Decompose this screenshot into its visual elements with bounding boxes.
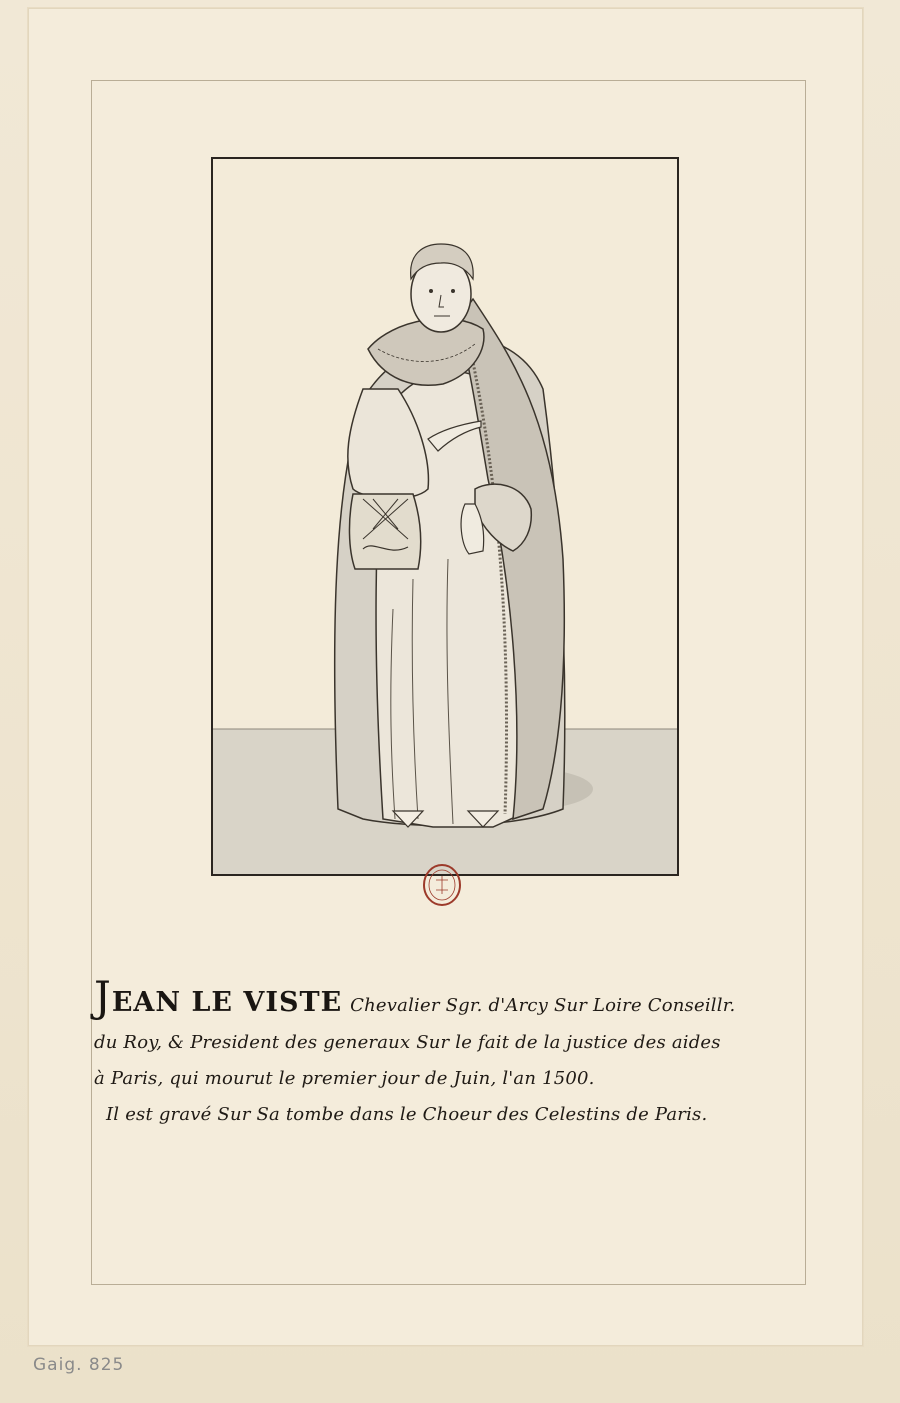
caption-line-3: à Paris, qui mourut le premier jour de Juin, l'an 1500. [94,1068,595,1089]
shelfmark-annotation: Gaig. 825 [33,1355,125,1375]
library-stamp-seal [421,862,463,908]
caption-line-4: Il est gravé Sur Sa tombe dans le Choeur des Celestins de Paris. [106,1104,708,1125]
illustration-frame [211,157,679,876]
caption-line-1 [94,972,735,1021]
name-rest: EAN LE VISTE [111,987,343,1018]
caption-line-2: du Roy, & President des generaux Sur le fait de la justice des aides [94,1032,721,1053]
subject-name [94,972,343,1021]
name-initial: J [94,972,112,1021]
title-text: Chevalier Sgr. d'Arcy Sur Loire Conseillr. [350,995,736,1016]
standing-figure-drawing [213,159,677,874]
